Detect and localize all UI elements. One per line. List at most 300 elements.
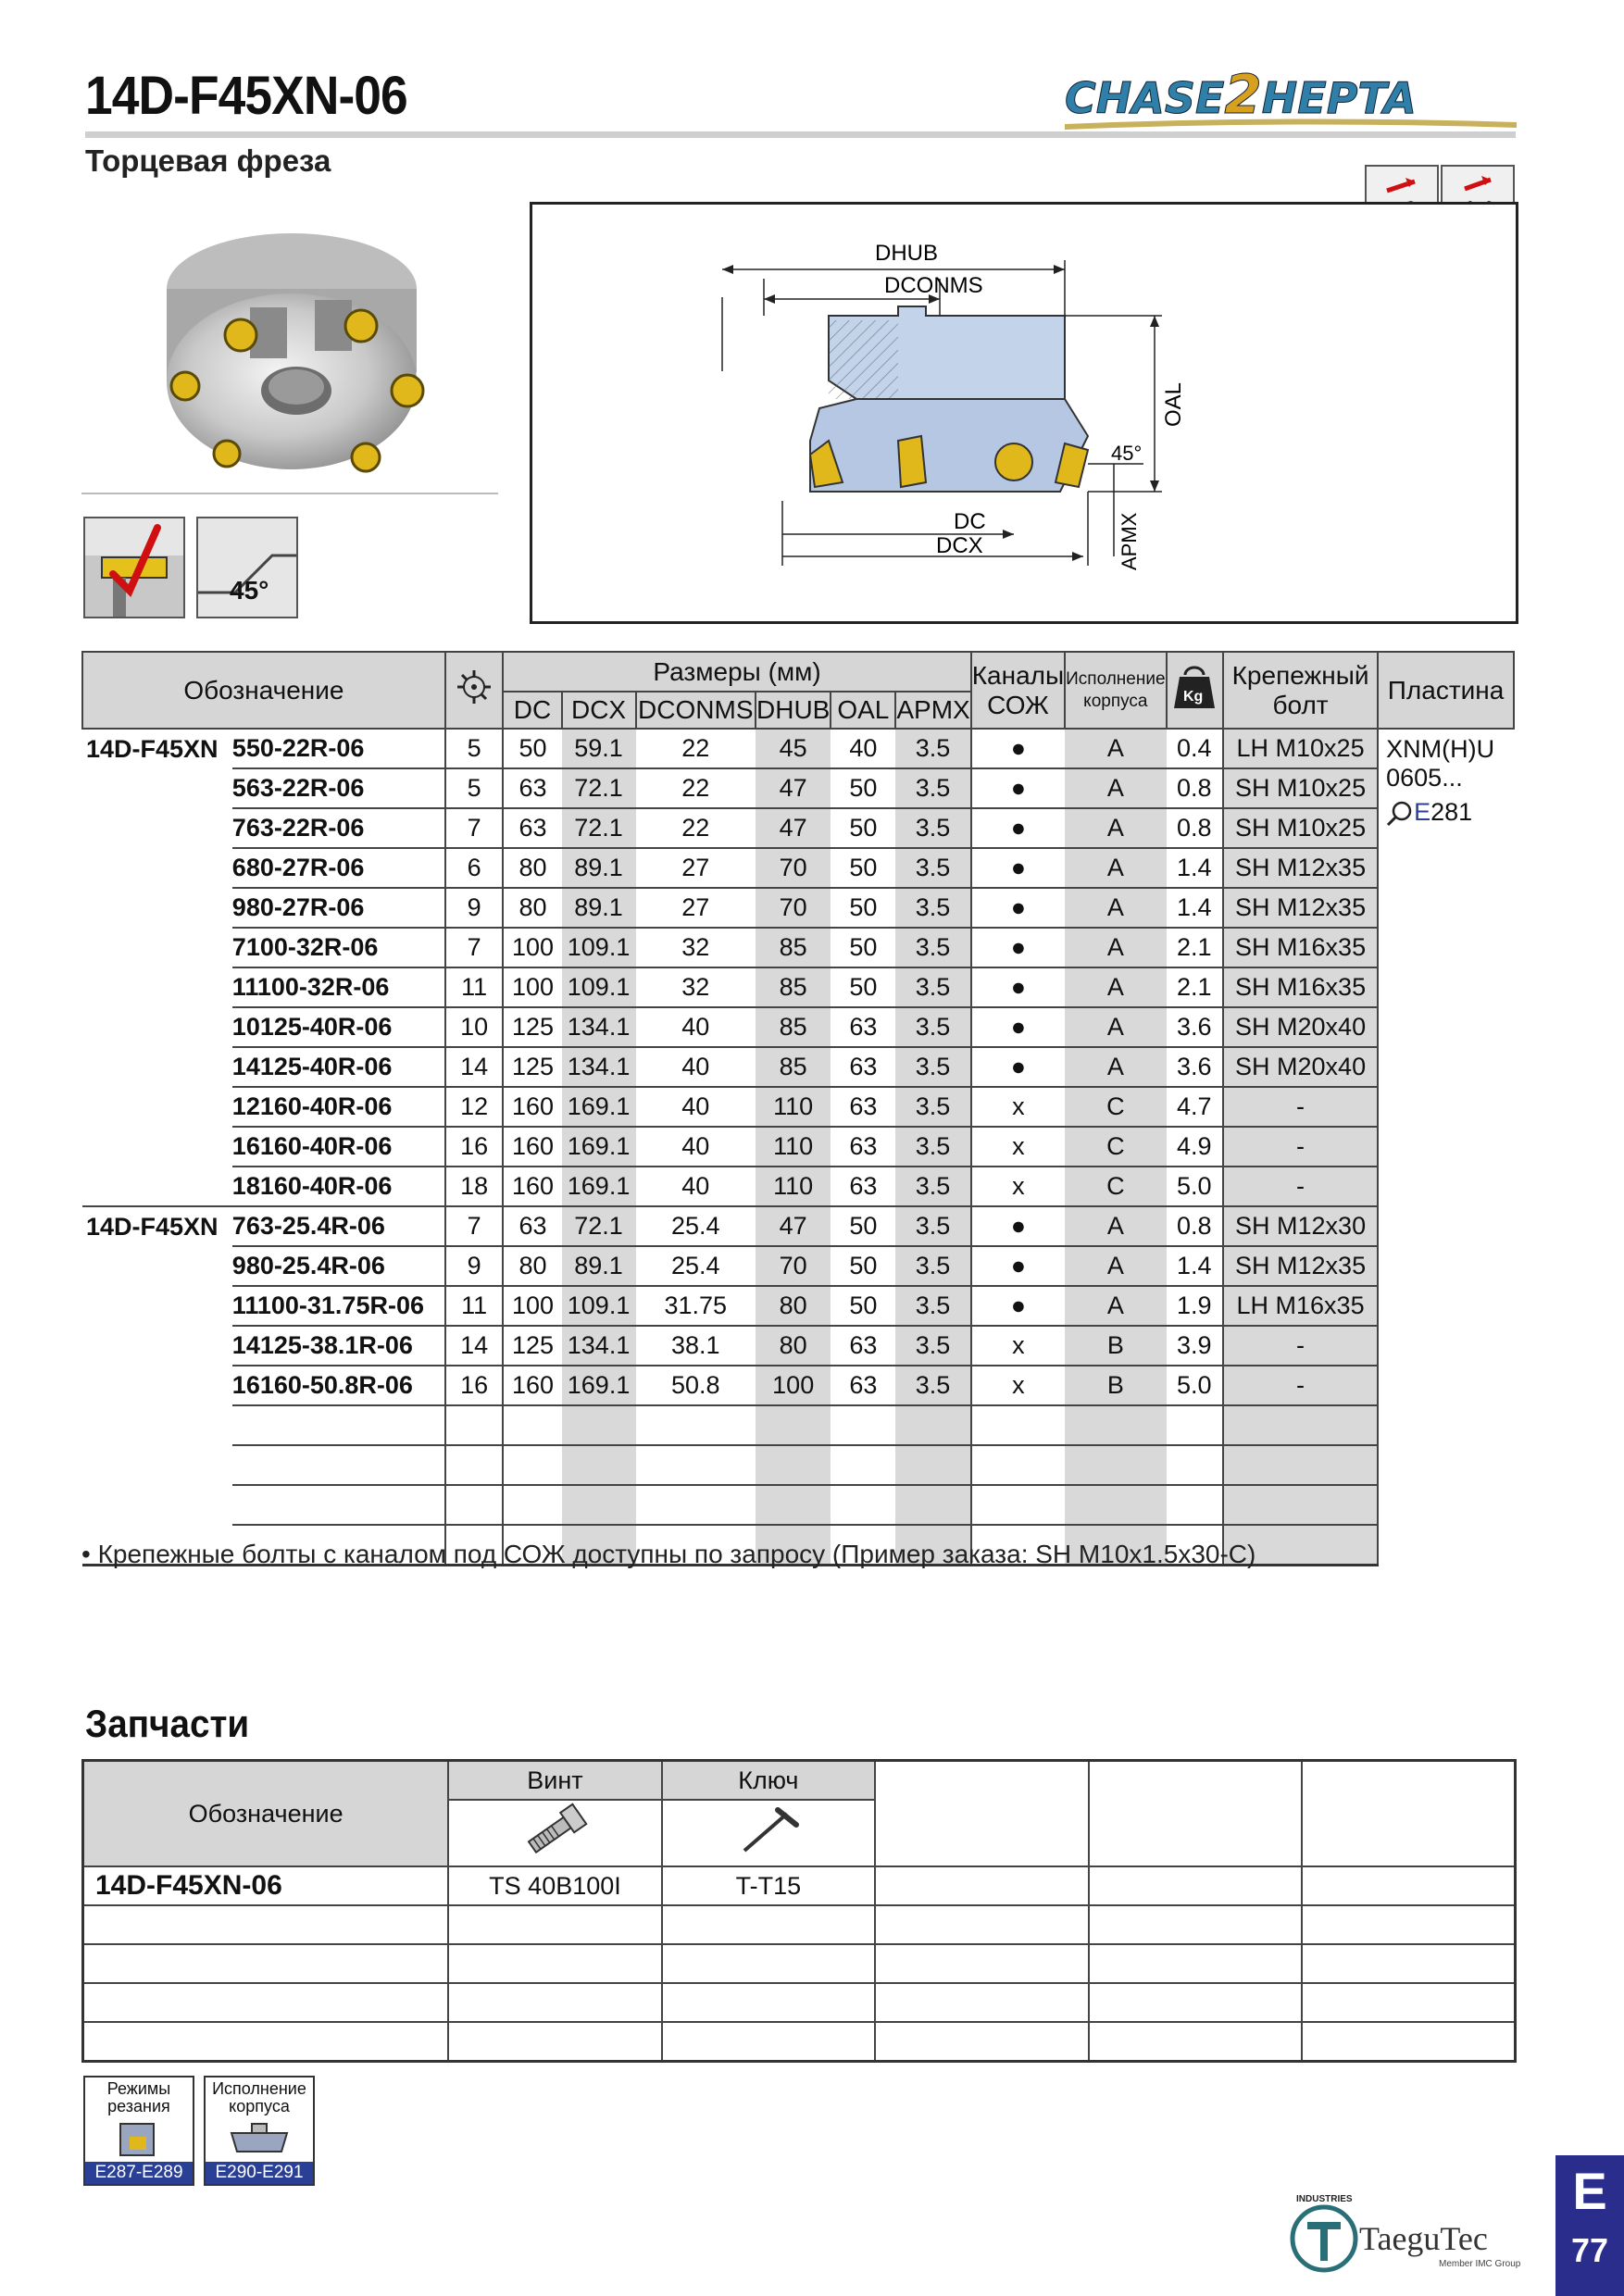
cell-oal: 50 xyxy=(831,848,895,888)
item-code: 563-22R-06 xyxy=(232,768,445,808)
series-prefix xyxy=(82,1326,232,1366)
cell-z: 12 xyxy=(445,1087,504,1127)
cell-oal: 50 xyxy=(831,967,895,1007)
body-type-ref[interactable]: Исполнение корпуса E290-E291 xyxy=(204,2076,315,2186)
item-code: 14125-40R-06 xyxy=(232,1047,445,1087)
label-dhub: DHUB xyxy=(875,241,939,266)
series-prefix xyxy=(82,928,232,967)
cell-dc: 63 xyxy=(503,1206,561,1246)
item-code: 980-27R-06 xyxy=(232,888,445,928)
series-prefix: 14D-F45XN xyxy=(82,1206,232,1246)
cell-cool: ● xyxy=(971,1047,1065,1087)
item-code: 12160-40R-06 xyxy=(232,1087,445,1127)
svg-text:Kg: Kg xyxy=(1183,689,1204,705)
cell-cool: ● xyxy=(971,967,1065,1007)
screw-icon xyxy=(448,1800,661,1866)
cell-oal: 63 xyxy=(831,1127,895,1167)
taegutec-logo xyxy=(1289,2185,1539,2274)
cell-dcx: 169.1 xyxy=(562,1366,636,1405)
cell-oal: 50 xyxy=(831,1286,895,1326)
body-type-icon xyxy=(228,2120,291,2157)
insert-ref-link[interactable]: E281 xyxy=(1386,798,1514,828)
cell-dc: 125 xyxy=(503,1326,561,1366)
svg-text:Member IMC Group: Member IMC Group xyxy=(1439,2259,1521,2269)
cell-dcx: 89.1 xyxy=(562,888,636,928)
cell-z: 5 xyxy=(445,729,504,768)
cell-apmx: 3.5 xyxy=(895,848,970,888)
cell-bolt: - xyxy=(1223,1087,1378,1127)
cell-apmx: 3.5 xyxy=(895,1286,970,1326)
lead-angle-icon xyxy=(196,517,298,618)
table-row xyxy=(82,1366,1514,1405)
table-row xyxy=(82,1206,1514,1246)
cell-bolt: - xyxy=(1223,1127,1378,1167)
series-prefix xyxy=(82,1366,232,1405)
cell-z: 7 xyxy=(445,808,504,848)
cell-apmx: 3.5 xyxy=(895,729,970,768)
weight-icon xyxy=(1167,652,1223,729)
cell-body: A xyxy=(1065,729,1166,768)
cell-kg: 2.1 xyxy=(1167,928,1223,967)
cell-body: A xyxy=(1065,848,1166,888)
cell-z: 7 xyxy=(445,1206,504,1246)
insert-line2: 0605... xyxy=(1386,764,1463,792)
cell-dc: 100 xyxy=(503,967,561,1007)
item-code: 763-25.4R-06 xyxy=(232,1206,445,1246)
cell-dcx: 72.1 xyxy=(562,768,636,808)
series-prefix xyxy=(82,1047,232,1087)
header-apmx: APMX xyxy=(895,692,970,729)
cell-dcx: 72.1 xyxy=(562,808,636,848)
table-row xyxy=(82,729,1514,768)
spare-row-key: T-T15 xyxy=(662,1866,875,1905)
cell-dcx: 134.1 xyxy=(562,1047,636,1087)
cell-z: 16 xyxy=(445,1127,504,1167)
item-code: 763-22R-06 xyxy=(232,808,445,848)
series-prefix xyxy=(82,1007,232,1047)
cell-dc: 80 xyxy=(503,1246,561,1286)
header-designation: Обозначение xyxy=(82,652,445,729)
header-dhub: DHUB xyxy=(756,692,831,729)
cell-dcx: 134.1 xyxy=(562,1007,636,1047)
cell-dconms: 31.75 xyxy=(636,1286,756,1326)
cell-dconms: 25.4 xyxy=(636,1246,756,1286)
table-row xyxy=(82,1007,1514,1047)
cell-z: 14 xyxy=(445,1047,504,1087)
cell-dc: 160 xyxy=(503,1366,561,1405)
cell-kg: 4.9 xyxy=(1167,1127,1223,1167)
page-subtitle: Торцевая фреза xyxy=(85,144,331,178)
empty-row xyxy=(82,1485,1514,1525)
cell-dcx: 109.1 xyxy=(562,928,636,967)
cell-kg: 4.7 xyxy=(1167,1087,1223,1127)
cell-dc: 50 xyxy=(503,729,561,768)
cell-kg: 3.6 xyxy=(1167,1007,1223,1047)
table-row xyxy=(82,928,1514,967)
cell-bolt: SH M16x35 xyxy=(1223,928,1378,967)
cell-dhub: 110 xyxy=(756,1127,831,1167)
cell-apmx: 3.5 xyxy=(895,1127,970,1167)
cell-kg: 1.9 xyxy=(1167,1286,1223,1326)
cell-dconms: 32 xyxy=(636,928,756,967)
table-row xyxy=(82,1127,1514,1167)
item-code: 16160-40R-06 xyxy=(232,1127,445,1167)
item-code: 18160-40R-06 xyxy=(232,1167,445,1206)
cell-dconms: 40 xyxy=(636,1047,756,1087)
cell-kg: 5.0 xyxy=(1167,1167,1223,1206)
label-apmx: APMX xyxy=(1118,512,1141,570)
header-coolant: Каналы СОЖ xyxy=(971,652,1065,729)
cell-oal: 50 xyxy=(831,768,895,808)
section-letter: E xyxy=(1572,2162,1607,2220)
cell-dcx: 89.1 xyxy=(562,1246,636,1286)
chase2hepta-logo xyxy=(1065,67,1517,131)
cell-body: A xyxy=(1065,1047,1166,1087)
label-dcx: DCX xyxy=(936,533,983,558)
cell-dhub: 47 xyxy=(756,768,831,808)
cell-oal: 50 xyxy=(831,928,895,967)
cell-oal: 63 xyxy=(831,1326,895,1366)
spare-parts-table xyxy=(81,1759,1517,2063)
cell-kg: 0.4 xyxy=(1167,729,1223,768)
series-prefix xyxy=(82,1246,232,1286)
header-oal: OAL xyxy=(831,692,895,729)
cell-z: 7 xyxy=(445,928,504,967)
cell-z: 11 xyxy=(445,967,504,1007)
cell-oal: 63 xyxy=(831,1007,895,1047)
title-rule xyxy=(85,131,1516,138)
cell-dconms: 40 xyxy=(636,1127,756,1167)
insert-cell xyxy=(1378,729,1514,1566)
item-code: 11100-32R-06 xyxy=(232,967,445,1007)
cell-kg: 3.6 xyxy=(1167,1047,1223,1087)
cell-body: A xyxy=(1065,967,1166,1007)
table-row xyxy=(82,848,1514,888)
coolant-feature-icon xyxy=(83,517,185,618)
cell-body: C xyxy=(1065,1167,1166,1206)
cell-bolt: SH M12x35 xyxy=(1223,888,1378,928)
series-prefix xyxy=(82,888,232,928)
label-angle: 45° xyxy=(1111,442,1143,465)
cell-dc: 100 xyxy=(503,1286,561,1326)
cell-kg: 5.0 xyxy=(1167,1366,1223,1405)
cell-dcx: 72.1 xyxy=(562,1206,636,1246)
cell-dc: 63 xyxy=(503,768,561,808)
cell-z: 14 xyxy=(445,1326,504,1366)
header-bolt: Крепежный болт xyxy=(1223,652,1378,729)
cutting-conditions-ref[interactable]: Режимы резания E287-E289 xyxy=(83,2076,194,2186)
cell-dc: 160 xyxy=(503,1127,561,1167)
cell-cool: x xyxy=(971,1127,1065,1167)
cell-dc: 80 xyxy=(503,888,561,928)
cell-dconms: 22 xyxy=(636,808,756,848)
series-prefix xyxy=(82,768,232,808)
cell-kg: 1.4 xyxy=(1167,1246,1223,1286)
cell-cool: ● xyxy=(971,888,1065,928)
cell-dhub: 47 xyxy=(756,808,831,848)
cell-body: B xyxy=(1065,1326,1166,1366)
cell-dc: 125 xyxy=(503,1047,561,1087)
cell-cool: x xyxy=(971,1167,1065,1206)
technical-drawing xyxy=(530,202,1518,624)
cell-dc: 125 xyxy=(503,1007,561,1047)
cell-cool: ● xyxy=(971,848,1065,888)
cell-z: 6 xyxy=(445,848,504,888)
cell-dhub: 110 xyxy=(756,1087,831,1127)
header-dimensions: Размеры (мм) xyxy=(503,652,970,692)
cell-bolt: SH M20x40 xyxy=(1223,1007,1378,1047)
cell-apmx: 3.5 xyxy=(895,888,970,928)
cell-dhub: 70 xyxy=(756,888,831,928)
cell-oal: 50 xyxy=(831,1246,895,1286)
cutting-conditions-icon xyxy=(117,2118,161,2159)
cell-bolt: LH M16x35 xyxy=(1223,1286,1378,1326)
page-number: 77 xyxy=(1570,2231,1609,2269)
cell-apmx: 3.5 xyxy=(895,1087,970,1127)
item-code: 14125-38.1R-06 xyxy=(232,1326,445,1366)
cell-dhub: 47 xyxy=(756,1206,831,1246)
series-prefix xyxy=(82,1087,232,1127)
table-row xyxy=(82,967,1514,1007)
header-dcx: DCX xyxy=(562,692,636,729)
cell-body: A xyxy=(1065,888,1166,928)
cell-dcx: 109.1 xyxy=(562,967,636,1007)
cell-dconms: 25.4 xyxy=(636,1206,756,1246)
cell-bolt: LH M10x25 xyxy=(1223,729,1378,768)
label-oal: OAL xyxy=(1161,381,1186,427)
cell-dconms: 27 xyxy=(636,848,756,888)
cell-dconms: 40 xyxy=(636,1007,756,1047)
cell-apmx: 3.5 xyxy=(895,808,970,848)
item-code: 550-22R-06 xyxy=(232,729,445,768)
spare-row-screw: TS 40B100I xyxy=(448,1866,661,1905)
cell-dhub: 85 xyxy=(756,1007,831,1047)
spare-row-designation: 14D-F45XN-06 xyxy=(83,1866,449,1905)
cell-oal: 63 xyxy=(831,1167,895,1206)
cell-z: 16 xyxy=(445,1366,504,1405)
cell-body: A xyxy=(1065,808,1166,848)
cell-cool: x xyxy=(971,1087,1065,1127)
cell-cool: ● xyxy=(971,1286,1065,1326)
cell-cool: ● xyxy=(971,1007,1065,1047)
section-tab xyxy=(1555,2155,1624,2296)
cell-oal: 63 xyxy=(831,1366,895,1405)
cell-dc: 100 xyxy=(503,928,561,967)
cell-dhub: 85 xyxy=(756,1047,831,1087)
cell-kg: 1.4 xyxy=(1167,848,1223,888)
cell-dhub: 45 xyxy=(756,729,831,768)
cell-bolt: - xyxy=(1223,1326,1378,1366)
cell-kg: 2.1 xyxy=(1167,967,1223,1007)
cell-dconms: 50.8 xyxy=(636,1366,756,1405)
cell-oal: 63 xyxy=(831,1087,895,1127)
cell-body: A xyxy=(1065,1007,1166,1047)
cell-apmx: 3.5 xyxy=(895,1366,970,1405)
header-dconms: DCONMS xyxy=(636,692,756,729)
cell-dhub: 100 xyxy=(756,1366,831,1405)
item-code: 10125-40R-06 xyxy=(232,1007,445,1047)
item-code: 980-25.4R-06 xyxy=(232,1246,445,1286)
angle-label: 45° xyxy=(230,576,269,605)
cell-body: C xyxy=(1065,1127,1166,1167)
table-row xyxy=(82,1047,1514,1087)
cell-dcx: 109.1 xyxy=(562,1286,636,1326)
label-dc: DC xyxy=(954,509,986,534)
cell-body: A xyxy=(1065,1206,1166,1246)
spare-header-screw: Винт xyxy=(448,1761,661,1801)
cell-bolt: SH M12x35 xyxy=(1223,1246,1378,1286)
cell-body: A xyxy=(1065,1246,1166,1286)
header-insert: Пластина xyxy=(1378,652,1514,729)
header-body-type: Исполнение корпуса xyxy=(1065,652,1166,729)
cell-bolt: SH M20x40 xyxy=(1223,1047,1378,1087)
cell-apmx: 3.5 xyxy=(895,1007,970,1047)
cell-dhub: 85 xyxy=(756,928,831,967)
cell-apmx: 3.5 xyxy=(895,967,970,1007)
cell-oal: 50 xyxy=(831,1206,895,1246)
item-code: 7100-32R-06 xyxy=(232,928,445,967)
cell-dcx: 134.1 xyxy=(562,1326,636,1366)
label-dconms: DCONMS xyxy=(884,273,983,298)
table-row xyxy=(82,1326,1514,1366)
cell-z: 9 xyxy=(445,888,504,928)
cell-cool: ● xyxy=(971,808,1065,848)
empty-row xyxy=(82,1445,1514,1485)
cell-dcx: 59.1 xyxy=(562,729,636,768)
svg-text:TaeguTec: TaeguTec xyxy=(1359,2220,1488,2257)
cell-body: C xyxy=(1065,1087,1166,1127)
table-row xyxy=(82,1087,1514,1127)
cell-dhub: 80 xyxy=(756,1286,831,1326)
cell-oal: 50 xyxy=(831,808,895,848)
cell-cool: ● xyxy=(971,928,1065,967)
cell-kg: 0.8 xyxy=(1167,768,1223,808)
cell-dhub: 70 xyxy=(756,848,831,888)
cell-dc: 160 xyxy=(503,1087,561,1127)
cell-apmx: 3.5 xyxy=(895,1047,970,1087)
cell-dconms: 27 xyxy=(636,888,756,928)
cell-cool: ● xyxy=(971,1246,1065,1286)
cell-dhub: 85 xyxy=(756,967,831,1007)
series-prefix: 14D-F45XN xyxy=(86,734,219,763)
cell-dconms: 32 xyxy=(636,967,756,1007)
spare-header-key: Ключ xyxy=(662,1761,875,1801)
cell-apmx: 3.5 xyxy=(895,928,970,967)
cell-cool: x xyxy=(971,1326,1065,1366)
item-code: 11100-31.75R-06 xyxy=(232,1286,445,1326)
page-title: 14D-F45XN-06 xyxy=(85,66,407,126)
item-code: 16160-50.8R-06 xyxy=(232,1366,445,1405)
magnifier-icon xyxy=(1386,800,1414,828)
cell-body: A xyxy=(1065,928,1166,967)
cell-body: A xyxy=(1065,1286,1166,1326)
cell-kg: 0.8 xyxy=(1167,1206,1223,1246)
cell-apmx: 3.5 xyxy=(895,768,970,808)
cell-bolt: - xyxy=(1223,1167,1378,1206)
cell-cool: ● xyxy=(971,768,1065,808)
cell-cool: x xyxy=(971,1366,1065,1405)
cell-dc: 63 xyxy=(503,808,561,848)
cell-bolt: SH M12x30 xyxy=(1223,1206,1378,1246)
cell-dhub: 80 xyxy=(756,1326,831,1366)
cell-z: 5 xyxy=(445,768,504,808)
cell-bolt: SH M16x35 xyxy=(1223,967,1378,1007)
cell-apmx: 3.5 xyxy=(895,1206,970,1246)
empty-row xyxy=(82,1405,1514,1445)
header-dc: DC xyxy=(503,692,561,729)
series-prefix xyxy=(82,808,232,848)
insert-line1: XNM(H)U xyxy=(1386,735,1495,763)
cell-apmx: 3.5 xyxy=(895,1167,970,1206)
table-row xyxy=(82,1246,1514,1286)
cell-body: B xyxy=(1065,1366,1166,1405)
series-prefix xyxy=(82,1286,232,1326)
cell-z: 9 xyxy=(445,1246,504,1286)
cell-cool: ● xyxy=(971,1206,1065,1246)
cell-z: 11 xyxy=(445,1286,504,1326)
series-prefix xyxy=(82,1167,232,1206)
cell-dc: 80 xyxy=(503,848,561,888)
cell-kg: 0.8 xyxy=(1167,808,1223,848)
cell-oal: 40 xyxy=(831,729,895,768)
cell-dconms: 22 xyxy=(636,768,756,808)
footnote: • Крепежные болты с каналом под СОЖ доступны по запросу (Пример заказа: SH M10x1.5x30-C) xyxy=(81,1540,1256,1568)
cell-bolt: SH M12x35 xyxy=(1223,848,1378,888)
table-row xyxy=(82,888,1514,928)
cutter-spec-table xyxy=(81,651,1515,1566)
cutter-photo xyxy=(130,215,444,483)
cell-apmx: 3.5 xyxy=(895,1326,970,1366)
cell-bolt: SH M10x25 xyxy=(1223,808,1378,848)
cell-dcx: 169.1 xyxy=(562,1167,636,1206)
cell-oal: 63 xyxy=(831,1047,895,1087)
cell-dconms: 38.1 xyxy=(636,1326,756,1366)
teeth-count-icon xyxy=(445,652,504,729)
cell-cool: ● xyxy=(971,729,1065,768)
cell-dconms: 40 xyxy=(636,1087,756,1127)
series-prefix xyxy=(82,1127,232,1167)
cell-body: A xyxy=(1065,768,1166,808)
cell-z: 10 xyxy=(445,1007,504,1047)
cell-dconms: 40 xyxy=(636,1167,756,1206)
cell-kg: 1.4 xyxy=(1167,888,1223,928)
cell-dcx: 169.1 xyxy=(562,1087,636,1127)
item-code: 680-27R-06 xyxy=(232,848,445,888)
table-row xyxy=(82,1286,1514,1326)
photo-rule xyxy=(81,493,498,494)
table-row xyxy=(82,768,1514,808)
cell-oal: 50 xyxy=(831,888,895,928)
cell-bolt: - xyxy=(1223,1366,1378,1405)
cell-dhub: 70 xyxy=(756,1246,831,1286)
spare-parts-title: Запчасти xyxy=(85,1702,250,1745)
cell-dconms: 22 xyxy=(636,729,756,768)
cell-dcx: 169.1 xyxy=(562,1127,636,1167)
cell-bolt: SH M10x25 xyxy=(1223,768,1378,808)
spare-header-designation: Обозначение xyxy=(83,1761,449,1867)
cell-z: 18 xyxy=(445,1167,504,1206)
table-row xyxy=(82,808,1514,848)
cell-dhub: 110 xyxy=(756,1167,831,1206)
table-row xyxy=(82,1167,1514,1206)
key-icon xyxy=(662,1800,875,1866)
series-prefix xyxy=(82,967,232,1007)
cell-dcx: 89.1 xyxy=(562,848,636,888)
svg-text:INDUSTRIES: INDUSTRIES xyxy=(1296,2194,1353,2204)
svg-text:CHASE2HEPTA: CHASE2HEPTA xyxy=(1065,67,1417,126)
cell-dc: 160 xyxy=(503,1167,561,1206)
cell-apmx: 3.5 xyxy=(895,1246,970,1286)
